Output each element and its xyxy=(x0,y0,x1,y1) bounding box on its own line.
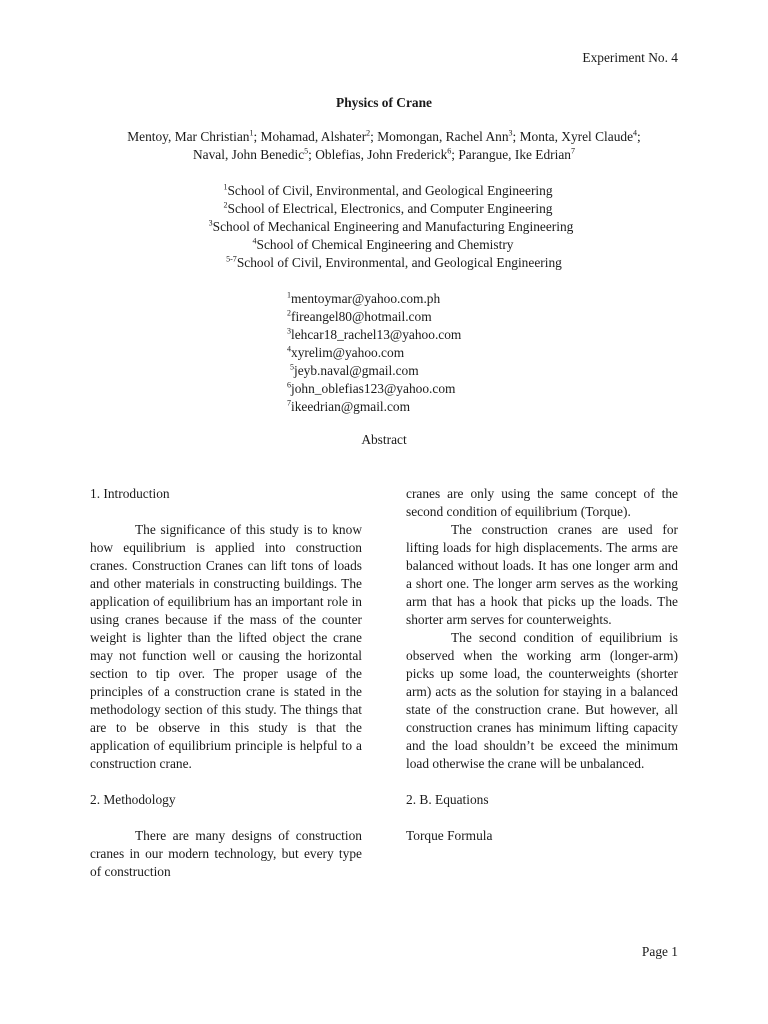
introduction-heading: 1. Introduction xyxy=(90,486,170,501)
affiliation: $^3$School of Mechanical Engineering and Manufacturing Engineering xyxy=(208,218,574,234)
affiliation: $^4$School of Chemical Engineering and Chemistry xyxy=(252,236,514,252)
email: $^3$lehcar18_rachel13@yahoo.com xyxy=(287,326,462,342)
author: Mohamad, Alshater$^2$; xyxy=(260,128,378,144)
email: $^1$mentoymar@yahoo.com.ph xyxy=(287,290,441,306)
equilibrium-paragraph: The second condition of equilibrium is observed when the working arm (longer-arm) picks up some load, the counterweights (shorter arm) acts as the solution for staying in a balanced state of the construction crane. But however, all construction cranes has minimum lifting capacity and the load shouldn’t be exceed the minimum load otherwise the crane will be unbalanced. xyxy=(406,630,678,771)
experiment-number: Experiment No. 4 xyxy=(582,50,678,65)
author: Mentoy, Mar Christian$^1$; xyxy=(127,128,261,144)
equations-heading: 2. B. Equations xyxy=(406,792,489,807)
methodology-paragraph: There are many designs of construction cranes in our modern technology, but every type of construction xyxy=(90,828,362,879)
email: $^5$jeyb.naval@gmail.com xyxy=(290,362,419,378)
torque-formula-heading: Torque Formula xyxy=(406,828,493,843)
right-column xyxy=(406,485,678,845)
methodology-heading: 2. Methodology xyxy=(90,792,176,807)
email: $^6$john_oblefias123@yahoo.com xyxy=(287,380,456,396)
introduction-paragraph: The significance of this study is to know how equilibrium is applied into construction cranes. Construction Cranes can lift tons of loads and other materials in constructing buildings. The application of equilibrium has an important role in using cranes because if the mass of the counter weight is lighter than the lifted object the crane may not function well or causing the horizontal section to tip over. The proper usage of the principles of a construction crane is stated in the methodology section of this study. The things that are to be observe in this study is that the application of equilibrium principle is helpful to a construction crane. xyxy=(90,522,362,771)
author: Parangue, Ike Edrian$^7$ xyxy=(458,146,576,162)
affiliation: $^{5-7}$School of Civil, Environmental, and Geological Engineering xyxy=(226,254,562,270)
affiliation: $^2$School of Electrical, Electronics, and Computer Engineering xyxy=(223,200,553,216)
author-list xyxy=(110,128,658,164)
email: $^2$fireangel80@hotmail.com xyxy=(287,308,432,324)
email-list xyxy=(287,290,461,416)
author: Monta, Xyrel Claude$^4$; xyxy=(519,128,641,144)
email: $^7$ikeedrian@gmail.com xyxy=(287,398,411,414)
affiliation: $^1$School of Civil, Environmental, and Geological Engineering xyxy=(223,182,553,198)
affiliation-list xyxy=(0,182,768,272)
left-column xyxy=(90,485,362,881)
author: Naval, John Benedic$^5$; xyxy=(192,146,316,162)
author: Oblefias, John Frederick$^6$; xyxy=(315,146,459,162)
crane-usage-paragraph: The construction cranes are used for lifting loads for high displacements. The arms are balanced without loads. It has one longer arm and a short one. The longer arm serves as the working arm that has a hook that picks up the loads. The shorter arm serves for counterweights. xyxy=(406,522,678,627)
author: Momongan, Rachel Ann$^3$; xyxy=(377,128,520,144)
email: $^4$xyrelim@yahoo.com xyxy=(287,344,405,360)
page-number: Page 1 xyxy=(641,944,678,959)
paper-title: Physics of Crane xyxy=(336,95,432,110)
abstract-heading: Abstract xyxy=(361,432,407,447)
methodology-continuation: cranes are only using the same concept of the second condition of equilibrium (Torque). xyxy=(406,486,678,519)
